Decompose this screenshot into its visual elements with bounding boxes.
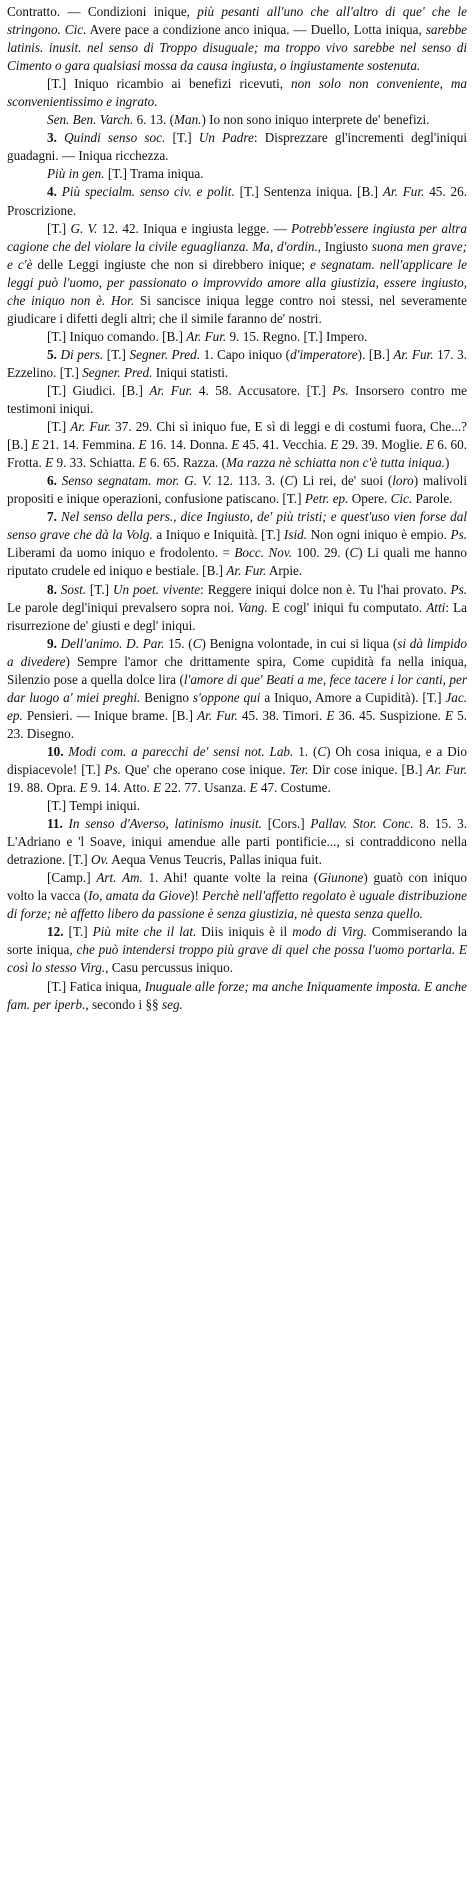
text-run: 1. Capo iniquo ( bbox=[200, 346, 291, 362]
text-run: Avere pace a condizione anco iniqua. — Duello, Lotta iniqua, bbox=[86, 22, 426, 38]
text-run: , Casu percussus iniquo. bbox=[105, 960, 234, 976]
text-run: ) Benigna volontade, in cui si liqua ( bbox=[201, 635, 398, 651]
italic-text: E bbox=[79, 780, 88, 796]
italic-text: Pallav. Stor. Conc. bbox=[310, 816, 414, 832]
section-number: 11. bbox=[47, 816, 69, 832]
italic-text: E bbox=[153, 780, 162, 796]
text-run: Insorsero contro me testimoni iniqui. bbox=[7, 382, 467, 417]
entry-paragraph bbox=[7, 220, 467, 328]
text-run: : La risurrezione de' giusti e degl' iniqui. bbox=[7, 599, 467, 633]
text-run: [T.] bbox=[47, 419, 71, 435]
italic-text: Io, amata da Giove bbox=[88, 888, 191, 904]
italic-text: E bbox=[326, 707, 335, 723]
text-run: 47. Costume. bbox=[257, 780, 331, 796]
text-run: [Camp.] bbox=[47, 870, 97, 886]
italic-text: Ar. Fur. bbox=[70, 419, 112, 435]
entry-paragraph bbox=[7, 346, 467, 382]
text-run: a Iniquo e Iniquità. [T.] bbox=[152, 527, 284, 543]
text-run: [T.] Fatica iniqua, bbox=[47, 978, 145, 994]
text-run: Non ogni iniquo è empio. bbox=[307, 527, 451, 543]
italic-text: Isid. bbox=[283, 527, 307, 543]
text-run: 45. 38. Timori. bbox=[237, 707, 327, 723]
text-run: Benigno bbox=[140, 689, 193, 705]
text-run: 12. 113. 3. ( bbox=[211, 473, 285, 489]
italic-text: Ps. bbox=[450, 581, 468, 597]
text-run: [Cors.] bbox=[261, 816, 311, 832]
text-run: , secondo i §§ bbox=[85, 996, 162, 1012]
italic-text: Ps. bbox=[332, 382, 349, 398]
italic-text: E bbox=[45, 455, 54, 471]
italic-text: si dà limpido a divedere bbox=[7, 635, 467, 669]
italic-text: Ps. bbox=[450, 527, 467, 543]
text-run: 4. 58. Accusatore. [T.] bbox=[192, 382, 333, 398]
text-run: 29. 39. Moglie. bbox=[338, 437, 426, 453]
italic-text: Ar. Fur. bbox=[149, 382, 193, 398]
text-run: [T.] bbox=[165, 130, 199, 146]
text-run: 45. 26. Proscrizione. bbox=[7, 184, 468, 218]
italic-text: Ar. Fur. bbox=[226, 563, 267, 579]
text-run: ) Io non sono iniquo interprete de' benefizi. bbox=[201, 112, 430, 128]
text-run: ). [B.] bbox=[357, 346, 394, 362]
italic-text: E bbox=[425, 437, 434, 453]
entry-paragraph bbox=[7, 129, 467, 165]
italic-text: C bbox=[284, 473, 294, 489]
text-run: Que' che operano cose inique. bbox=[120, 761, 290, 777]
text-run: delle Leggi ingiuste che non si direbbero inique; bbox=[32, 256, 310, 272]
text-run: ) bbox=[444, 455, 450, 471]
text-run: 5. 23. Disegno. bbox=[7, 707, 467, 741]
text-run: 37. 29. Chi sì iniquo fue, E sì di leggi e di costumi fuora, Che...? [B.] bbox=[7, 419, 467, 453]
text-run: Aequa Venus Teucris, Pallas iniqua fuit. bbox=[108, 852, 322, 868]
text-run: : Reggere iniqui dolce non è. Tu l'hai provato. bbox=[200, 581, 451, 597]
italic-text: Ter. bbox=[289, 761, 309, 777]
italic-text: E bbox=[249, 780, 258, 796]
text-run: [T.] Iniquo comando. [B.] bbox=[47, 328, 187, 344]
text-run: [T.] bbox=[47, 220, 71, 236]
italic-text: Ar. Fur. bbox=[186, 328, 227, 344]
text-run: 6. 13. ( bbox=[133, 112, 174, 128]
text-run: 1. Ahi! quante volte la reina ( bbox=[142, 870, 318, 886]
text-run: ) guatò con iniquo volto la vacca ( bbox=[7, 870, 467, 904]
section-number: 9. bbox=[47, 635, 61, 651]
text-run: a Iniquo, Amore a Cupidità). [T.] bbox=[260, 689, 446, 705]
entry-paragraph bbox=[7, 797, 467, 815]
text-run: Si sancisce iniqua legge contro noi stessi, nel severamente giudicare i difetti degli altri; che il simile faranno de' nostri. bbox=[7, 292, 467, 326]
entry-paragraph bbox=[7, 75, 467, 111]
italic-text: che può intendersi troppo più grave di quel che possa l'uomo portarla. E così lo stesso Virg. bbox=[7, 942, 467, 976]
italic-text: Art. Am. bbox=[96, 870, 143, 886]
text-run: 6. 65. Razza. ( bbox=[146, 455, 227, 471]
text-run: 21. 14. Femmina. bbox=[39, 437, 139, 453]
text-run: 36. 45. Suspizione. bbox=[334, 707, 445, 723]
italic-text: più pesanti all'uno che all'altro di que' che le stringono. Cic. bbox=[7, 4, 468, 38]
italic-text: C bbox=[317, 743, 327, 759]
section-number: 7. bbox=[47, 509, 61, 525]
text-run: [T.] Iniquo ricambio ai benefizi ricevuti, bbox=[47, 76, 292, 92]
italic-text: Più in gen. bbox=[47, 166, 105, 182]
italic-text: Ma razza nè schiatta non c'è tutta iniqua. bbox=[226, 455, 445, 471]
text-run: Dir cose inique. [B.] bbox=[308, 761, 427, 777]
italic-text: Ar. Fur. bbox=[393, 346, 434, 362]
italic-text: C bbox=[192, 635, 202, 651]
text-run: [T.] bbox=[68, 924, 93, 940]
italic-text: Vang. bbox=[238, 599, 268, 615]
italic-text: Ps. bbox=[104, 761, 121, 777]
section-number: 8. bbox=[47, 581, 61, 597]
italic-text: Ar. Fur. bbox=[197, 707, 238, 723]
entry-paragraph bbox=[7, 3, 467, 75]
entry-paragraph bbox=[7, 418, 467, 472]
italic-text: Atti bbox=[426, 599, 446, 615]
italic-text: Dell'animo. D. Par. bbox=[60, 635, 165, 651]
text-run: Iniqui statisti. bbox=[152, 364, 229, 380]
italic-text: l'amore di que' Beati a me, fece tacere i lor canti, per dar luogo a' miei preghi. bbox=[7, 671, 467, 705]
italic-text: E bbox=[138, 455, 147, 471]
italic-text: Senso segnatam. mor. G. V. bbox=[61, 473, 212, 489]
section-number: 4. bbox=[47, 184, 62, 200]
text-run: 45. 41. Vecchia. bbox=[239, 437, 331, 453]
text-run: : Disprezzare gl'incrementi degl'iniqui guadagni. — Iniqua ricchezza. bbox=[7, 130, 467, 164]
section-number: 10. bbox=[47, 743, 69, 759]
text-run: Liberami da uomo iniquo e frodolento. = bbox=[7, 545, 235, 561]
text-run: 12. 42. Iniqua e ingiusta legge. — bbox=[97, 220, 292, 236]
text-run: Le parole degl'iniqui prevalsero sopra noi. bbox=[7, 599, 239, 615]
italic-text: Jac. ep. bbox=[7, 689, 467, 723]
text-run: Pensieri. — Inique brame. [B.] bbox=[22, 707, 198, 723]
text-run: Diis iniquis è il bbox=[196, 924, 293, 940]
section-number: 5. bbox=[47, 346, 61, 362]
section-number: 6. bbox=[47, 473, 62, 489]
italic-text: E bbox=[138, 437, 147, 453]
italic-text: Un Padre bbox=[198, 130, 254, 146]
entry-paragraph bbox=[7, 978, 467, 1014]
italic-text: Più mite che il lat. bbox=[92, 924, 197, 940]
entry-paragraph bbox=[7, 635, 467, 743]
italic-text: Più specialm. senso civ. e polit. bbox=[61, 184, 235, 200]
entry-paragraph bbox=[7, 328, 467, 346]
text-run: Arpie. bbox=[266, 563, 303, 579]
text-run: 17. 3. Ezzelino. [T.] bbox=[7, 346, 468, 380]
italic-text: Sost. bbox=[60, 581, 87, 597]
entry-paragraph bbox=[7, 923, 467, 977]
entry-paragraph bbox=[7, 183, 467, 219]
text-run: 19. 88. Opra. bbox=[7, 780, 80, 796]
text-run: ) Sempre l'amor che drittamente spira, Come cupidità fa nella iniqua, Silenzio pose a quella dolce lira ( bbox=[7, 653, 467, 687]
entry-paragraph bbox=[7, 743, 467, 797]
entry-paragraph bbox=[7, 111, 467, 129]
text-run: Opere. bbox=[348, 491, 391, 507]
italic-text: Segner. Pred. bbox=[129, 346, 200, 362]
text-run: 16. 14. Donna. bbox=[146, 437, 232, 453]
text-run: [T.] Trama iniqua. bbox=[104, 166, 204, 182]
text-run: 9. 15. Regno. [T.] Impero. bbox=[226, 328, 368, 344]
text-run: Commiserando la sorte iniqua, bbox=[7, 924, 467, 958]
italic-text: sarebbe latinis. inusit. nel senso di Troppo disuguale; ma troppo vivo sarebbe nel senso di Cimento o gara qualsiasi mossa da causa ingiusta, o ingiustamente sostenuta. bbox=[7, 22, 468, 74]
text-run: )! bbox=[190, 888, 203, 904]
text-run: [T.] bbox=[103, 346, 130, 362]
italic-text: Man. bbox=[173, 112, 202, 128]
italic-text: Un poet. vivente bbox=[112, 581, 201, 597]
italic-text: E bbox=[330, 437, 339, 453]
italic-text: Ar. Fur. bbox=[382, 184, 425, 200]
text-run: 9. 33. Schiatta. bbox=[53, 455, 139, 471]
entry-paragraph bbox=[7, 472, 467, 508]
section-number: 12. bbox=[47, 924, 69, 940]
text-run: [T.] Tempi iniqui. bbox=[47, 798, 141, 814]
entry-paragraph bbox=[7, 869, 467, 923]
italic-text: Giunone bbox=[317, 870, 364, 886]
text-run: Contratto. — Condizioni inique, bbox=[7, 4, 198, 19]
italic-text: Inuguale alle forze; ma anche Iniquamente imposta. E anche fam. per iperb. bbox=[7, 978, 468, 1012]
text-run: ) Li quali me hanno riputato crudele ed iniquo e bestiale. [B.] bbox=[7, 545, 467, 579]
text-run: 100. 29. ( bbox=[292, 545, 350, 561]
text-run: 15. ( bbox=[164, 635, 193, 651]
text-run: 6. 60. Frotta. bbox=[7, 437, 467, 471]
text-run: Parole. bbox=[412, 491, 453, 507]
text-run: 1. ( bbox=[293, 743, 318, 759]
italic-text: In senso d'Averso, latinismo inusit. bbox=[68, 816, 262, 832]
text-run: [T.] bbox=[86, 581, 113, 597]
italic-text: Cic. bbox=[390, 491, 413, 507]
italic-text: Quindi senso soc. bbox=[64, 130, 166, 146]
italic-text: seg. bbox=[161, 996, 183, 1012]
italic-text: Potrebb'essere ingiusta per altra cagione che del violare la civile eguaglianza. Ma, d'ordin. bbox=[7, 220, 468, 254]
entry-paragraph bbox=[7, 508, 467, 580]
italic-text: s'oppone qui bbox=[192, 689, 261, 705]
italic-text: E bbox=[444, 707, 454, 723]
italic-text: E bbox=[231, 437, 240, 453]
italic-text: Petr. ep. bbox=[304, 491, 349, 507]
italic-text: Sen. Ben. Varch. bbox=[47, 112, 134, 128]
italic-text: Di pers. bbox=[60, 346, 104, 362]
italic-text: modo di Virg. bbox=[292, 924, 367, 940]
italic-text: C bbox=[349, 545, 359, 561]
italic-text: d'imperatore bbox=[290, 346, 358, 362]
italic-text: Segner. Pred. bbox=[82, 364, 153, 380]
text-run: 9. 14. Atto. bbox=[87, 780, 154, 796]
entry-paragraph bbox=[7, 581, 467, 635]
text-run: E cogl' iniqui fu computato. bbox=[267, 599, 427, 615]
italic-text: G. V. bbox=[70, 220, 98, 236]
italic-text: Bocc. Nov. bbox=[234, 545, 293, 561]
text-run: , Ingiusto bbox=[317, 238, 372, 254]
text-run: ) malivoli propositi e inique operazioni, confusione patiscano. [T.] bbox=[7, 473, 468, 507]
italic-text: Modi com. a parecchi de' sensi not. Lab. bbox=[68, 743, 294, 759]
text-run: 8. 15. 3. L'Adriano e 'l Soave, iniqui amendue alle parti pontificie..., si contraddicono nella detrazione. [T.] bbox=[7, 816, 467, 868]
text-run: [T.] Sentenza iniqua. [B.] bbox=[234, 184, 383, 200]
text-run: ) Oh cosa iniqua, e a Dio dispiacevole! [T.] bbox=[7, 743, 467, 777]
section-number: 3. bbox=[47, 130, 65, 146]
italic-text: loro bbox=[392, 473, 414, 489]
italic-text: e segnatam. nell'applicare le leggi può l'uomo, per passionato o improvvido amore alla giustizia, essere ingiusto, che iniquo non è. Hor. bbox=[7, 256, 467, 308]
italic-text: Ar. Fur. bbox=[426, 761, 467, 777]
text-run: 22. 77. Usanza. bbox=[161, 780, 250, 796]
entry-paragraph bbox=[7, 165, 467, 183]
italic-text: non solo non conveniente, ma sconvenientissimo e ingrato. bbox=[7, 76, 467, 110]
text-run: ) Li rei, de' suoi ( bbox=[293, 473, 393, 489]
italic-text: Ov. bbox=[90, 852, 109, 868]
entry-paragraph bbox=[7, 382, 467, 418]
italic-text: suona men grave; e c'è bbox=[7, 238, 467, 272]
text-run: [T.] Giudici. [B.] bbox=[47, 382, 150, 398]
italic-text: Nel senso della pers., dice Ingiusto, de' più tristi; e quest'uso vien forse dal senso grave che dà la Volg. bbox=[7, 509, 467, 543]
entry-paragraph bbox=[7, 815, 467, 869]
italic-text: E bbox=[31, 437, 40, 453]
italic-text: Perchè nell'affetto regolato è uguale distribuzione di forze; nè affetto libero da passione è senza giustizia, nè questa senza quello. bbox=[7, 888, 467, 922]
